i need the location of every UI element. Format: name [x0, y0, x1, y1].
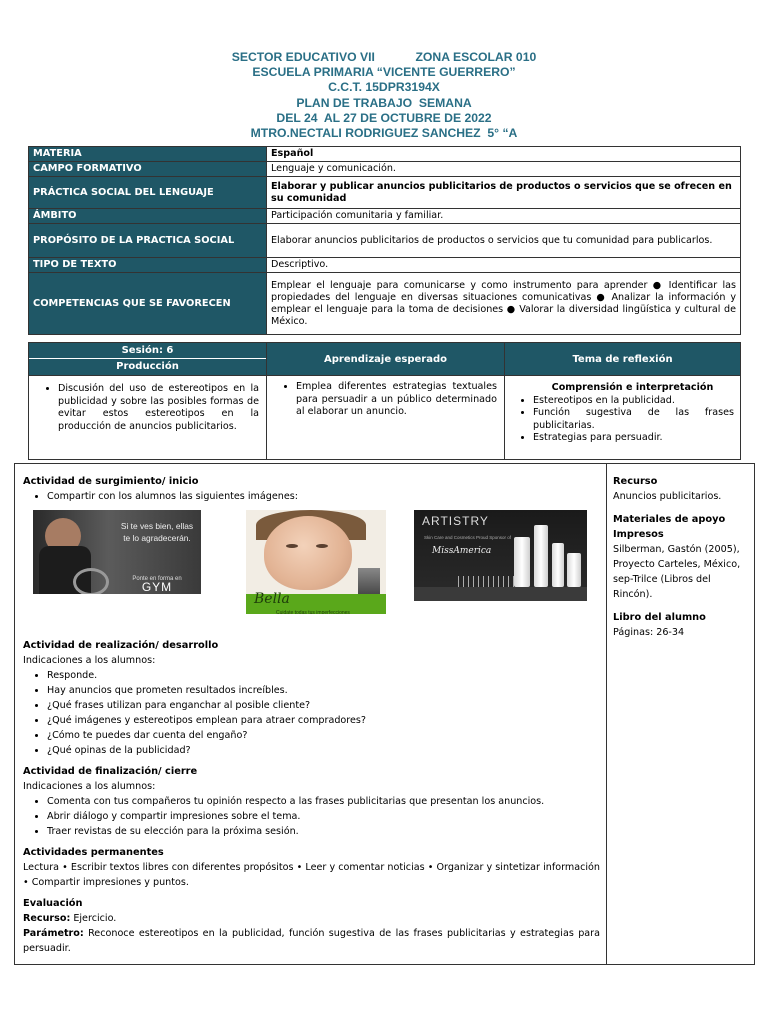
value-ambito: Participación comunitaria y familiar. [267, 209, 741, 224]
info-table [28, 146, 741, 335]
evaluacion-title: Evaluación [23, 898, 83, 909]
bella-brand: Bella [254, 591, 290, 607]
activities-box [14, 463, 755, 965]
table-header-row [29, 343, 741, 376]
gym-ad-small-text: Ponte en forma en [132, 576, 182, 582]
column-divider [606, 464, 607, 964]
finalizacion-title: Actividad de finalización/ cierre [23, 766, 198, 777]
realizacion-title: Actividad de realización/ desarrollo [23, 640, 219, 651]
session-table [28, 342, 741, 460]
table-row [29, 258, 741, 273]
label-competencias: COMPETENCIAS QUE SE FAVORECEN [29, 273, 267, 335]
list-item: • Emplea diferentes estrategias textuales para persuadir a un público determinado al elaborar un anuncio. [296, 381, 497, 419]
materiales-title: Materiales de apoyo Impresos [613, 514, 726, 540]
value-competencias: Emplear el lenguaje para comunicarse y como instrumento para aprender ● Identificar las propiedades del lenguaje en diversas situaciones comunicativas ● Analizar la información y emplear el lenguaje para la toma de decisiones ● Valorar la diversidad lingüística y cultural de México. [267, 273, 741, 335]
bottle-graphic [552, 543, 564, 587]
evaluacion-parametro: Parámetro: Reconoce estereotipos en la publicidad, función sugestiva de las frases publicitarias y estrategias para persuadir. [23, 928, 600, 954]
list-item: • ¿Qué opinas de la publicidad? [47, 743, 600, 758]
eye-graphic [316, 544, 328, 548]
list-item: • Traer revistas de su elección para la próxima sesión. [47, 824, 600, 839]
table-row [29, 177, 741, 209]
label-campo: CAMPO FORMATIVO [29, 162, 267, 177]
recurso-title: Recurso [613, 476, 658, 487]
permanentes-title: Actividades permanentes [23, 847, 164, 858]
surgimiento-title: Actividad de surgimiento/ inicio [23, 476, 199, 487]
label-materia: MATERIA [29, 147, 267, 162]
bottle-graphic [534, 525, 548, 587]
table-row [29, 273, 741, 335]
list-item: • Hay anuncios que prometen resultados increíbles. [47, 683, 600, 698]
list-item: • Discusión del uso de estereotipos en la publicidad y sobre las posibles formas de evitar estos estereotipos en la producción de anuncios publicitarios. [58, 383, 259, 433]
list-item: • ¿Cómo te puedes dar cuenta del engaño? [47, 728, 600, 743]
value-tipo-texto: Descriptivo. [267, 258, 741, 273]
gym-ad-image [33, 510, 201, 594]
artistry-brand: ARTISTRY [422, 514, 489, 528]
value-proposito: Elaborar anuncios publicitarios de productos o servicios que tu comunidad para publicarlos. [267, 224, 741, 258]
gym-ad-slogan: Si te ves bien, ellas te lo agradecerán. [120, 521, 194, 543]
list-item: • Comenta con tus compañeros tu opinión respecto a las frases publicitarias que presentan los anuncios. [47, 794, 600, 809]
bottle-graphic [567, 553, 581, 587]
label-practica: PRÁCTICA SOCIAL DEL LENGUAJE [29, 177, 267, 209]
value-practica: Elaborar y publicar anuncios publicitarios de productos o servicios que se ofrecen en su comunidad [267, 177, 741, 209]
table-row [29, 376, 741, 460]
materiales-value: Silberman, Gastón (2005), Proyecto Carteles, México, sep-Trilce (Libros del Rincón). [613, 544, 741, 600]
label-tipo-texto: TIPO DE TEXTO [29, 258, 267, 273]
produccion-cell [29, 376, 267, 460]
teacher-name: MTRO.NECTALI RODRIGUEZ SANCHEZ 5° “A [250, 126, 518, 141]
aprendizaje-header: Aprendizaje esperado [267, 343, 505, 376]
list-item: • Función sugestiva de las frases publicitarias. [533, 407, 734, 432]
list-item: • Abrir diálogo y compartir impresiones sobre el tema. [47, 809, 600, 824]
floor-graphic [414, 587, 587, 601]
libro-title: Libro del alumno [613, 612, 706, 623]
table-row [29, 224, 741, 258]
table-row [29, 147, 741, 162]
finalizacion-intro: Indicaciones a los alumnos: [23, 781, 156, 792]
artistry-ad-image [414, 510, 587, 601]
evaluacion-recurso: Recurso: Ejercicio. [23, 913, 117, 924]
ad-images [23, 510, 600, 630]
list-item: • Responde. [47, 668, 600, 683]
aprendizaje-cell [267, 376, 505, 460]
produccion-label: Producción [116, 361, 179, 372]
value-campo: Lenguaje y comunicación. [267, 162, 741, 177]
sesion-label: Sesión: 6 [29, 343, 266, 359]
permanentes-text: Lectura • Escribir textos libres con diferentes propósitos • Leer y comentar noticias • Organizar y sintetizar información • Compartir impresiones y puntos. [23, 862, 600, 888]
artistry-subtitle: Skin Care and Cosmetics Proud Sponsor of [424, 535, 512, 540]
face-graphic [264, 516, 352, 590]
list-item: • ¿Qué imágenes y estereotipos emplean para atraer compradores? [47, 713, 600, 728]
school-name: ESCUELA PRIMARIA “VICENTE GUERRERO” [252, 65, 516, 80]
recurso-value: Anuncios publicitarios. [613, 491, 722, 502]
realizacion-intro: Indicaciones a los alumnos: [23, 655, 156, 666]
label-ambito: ÁMBITO [29, 209, 267, 224]
list-item: • Compartir con los alumnos las siguientes imágenes: [47, 489, 600, 504]
document-header [0, 50, 768, 141]
product-jar-graphic [358, 568, 380, 596]
cct-code: C.C.T. 15DPR3194X [328, 80, 440, 95]
table-row [29, 209, 741, 224]
bottle-graphic [514, 537, 530, 587]
list-item: • Estrategias para persuadir. [533, 432, 734, 445]
header-line-1: SECTOR EDUCATIVO VII ZONA ESCOLAR 010 [231, 50, 537, 64]
tema-header: Tema de reflexión [505, 343, 741, 376]
eye-graphic [286, 544, 298, 548]
miss-america-logo: MissAmerica [432, 546, 492, 556]
date-range: DEL 24 AL 27 DE OCTUBRE DE 2022 [276, 110, 492, 125]
gym-ad-brand: GYM [141, 580, 173, 594]
activities-column [23, 474, 600, 956]
label-proposito: PROPÓSITO DE LA PRACTICA SOCIAL [29, 224, 267, 258]
tema-cell [505, 376, 741, 460]
bella-ad-image [246, 510, 386, 614]
table-row [29, 162, 741, 177]
list-item: • Estereotipos en la publicidad. [533, 395, 734, 408]
tema-title: Comprensión e interpretación [551, 382, 714, 393]
bike-wheel-graphic [73, 568, 109, 594]
libro-value: Páginas: 26-34 [613, 627, 685, 638]
value-materia: Español [267, 147, 741, 162]
session-header [29, 343, 267, 376]
plan-title: PLAN DE TRABAJO SEMANA [296, 95, 472, 110]
list-item: • ¿Qué frases utilizan para enganchar al posible cliente? [47, 698, 600, 713]
resources-column [613, 474, 751, 640]
bella-tagline: Cuidate todas tus imperfecciones [276, 610, 350, 614]
